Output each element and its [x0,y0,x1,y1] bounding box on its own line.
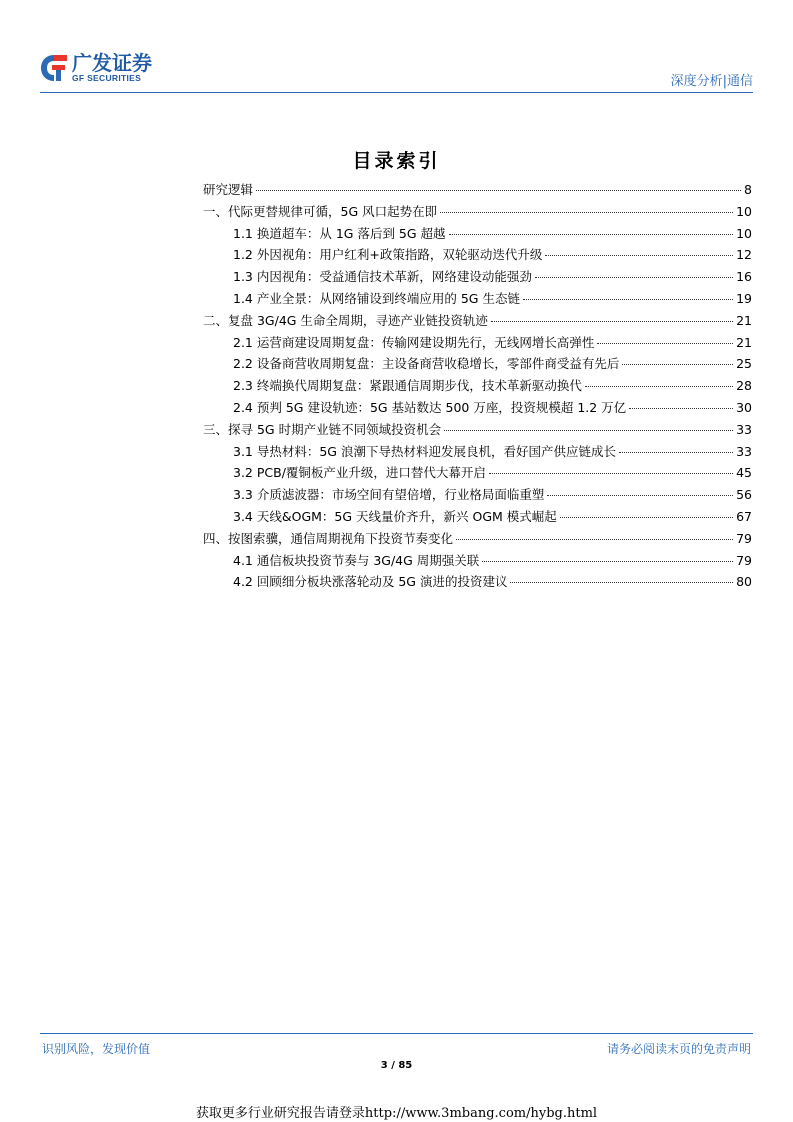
toc-entry[interactable] [203,202,752,224]
toc-entry[interactable] [203,354,752,376]
toc-entry[interactable] [203,180,752,202]
toc-entry-label: 2.1 运营商建设周期复盘：传输网建设期先行，无线网增长高弹性 [233,334,595,350]
toc-entry[interactable] [203,224,752,246]
toc-entry-label: 1.4 产业全景：从网络铺设到终端应用的 5G 生态链 [233,290,520,306]
toc-entry-page: 21 [736,334,752,350]
toc-entry[interactable] [203,420,752,442]
header-divider [40,92,753,93]
toc-entry[interactable] [203,463,752,485]
toc-leader-dots [523,299,733,300]
toc-entry[interactable] [203,507,752,529]
toc-entry[interactable] [203,398,752,420]
toc-entry-page: 28 [736,378,752,394]
toc-entry-label: 2.4 预判 5G 建设轨迹：5G 基站数达 500 万座，投资规模超 1.2 万亿 [233,399,627,415]
toc-entry[interactable] [203,245,752,267]
toc-entry-page: 80 [736,574,752,590]
toc-entry[interactable] [203,333,752,355]
logo-english-name: GF SECURITIES [72,73,142,83]
toc-entry-page: 33 [736,443,752,459]
toc-entry-page: 79 [736,552,752,568]
toc-entry-label: 三、探寻 5G 时期产业链不同领域投资机会 [203,421,442,437]
footer-disclaimer-note: 请务必阅读末页的免责声明 [606,1042,751,1056]
toc-entry-label: 2.3 终端换代周期复盘：紧跟通信周期步伐，技术革新驱动换代 [233,378,582,394]
toc-entry[interactable] [203,311,752,333]
toc-entry-label: 四、按图索骥，通信周期视角下投资节奏变化 [203,530,454,546]
footer-slogan: 识别风险，发现价值 [42,1042,151,1056]
toc-entry-page: 21 [736,312,752,328]
toc-entry-label: 研究逻辑 [203,182,254,197]
toc-leader-dots [510,582,733,583]
footer-divider [40,1033,753,1034]
toc-leader-dots [585,386,733,387]
toc-leader-dots [597,343,733,344]
toc-entry-page: 67 [736,508,752,524]
gf-logo [40,52,152,83]
download-note: 获取更多行业研究报告请登录http://www.3mbang.com/hybg.html [195,1106,598,1121]
toc-leader-dots [560,517,733,518]
toc-entry-label: 3.2 PCB/覆铜板产业升级，进口替代大幕开启 [233,465,486,481]
page-header [40,52,753,92]
gf-logo-icon [40,53,68,83]
toc-entry[interactable] [203,551,752,573]
toc-entry-page: 12 [736,247,752,263]
toc-entry[interactable] [203,289,752,311]
toc-entry-page: 8 [744,182,752,197]
toc-entry-label: 3.1 导热材料：5G 浪潮下导热材料迎发展良机，看好国产供应链成长 [233,443,616,459]
toc-entry-page: 33 [736,421,752,437]
toc-leader-dots [456,539,733,540]
toc-entry-label: 1.1 换道超车：从 1G 落后到 5G 超越 [233,225,446,241]
toc-entry-page: 25 [736,356,752,372]
toc-entry[interactable] [203,572,752,594]
toc-entry-label: 二、复盘 3G/4G 生命全周期，寻迹产业链投资轨迹 [203,312,488,328]
toc-entry[interactable] [203,529,752,551]
logo-chinese-name: 广发证券 [72,51,152,75]
toc-entry-page: 45 [736,465,752,481]
toc-entry[interactable] [203,267,752,289]
toc-leader-dots [489,473,733,474]
toc-entry-label: 2.2 设备商营收周期复盘：主设备商营收稳增长，零部件商受益有先后 [233,356,620,372]
toc-leader-dots [256,190,741,191]
toc-entry-label: 3.3 介质滤波器：市场空间有望倍增，行业格局面临重塑 [233,487,545,503]
toc-entry-label: 3.4 天线&OGM：5G 天线量价齐升，新兴 OGM 模式崛起 [233,508,557,524]
toc-leader-dots [440,212,733,213]
toc-leader-dots [545,255,733,256]
toc-leader-dots [444,430,733,431]
toc-leader-dots [482,561,733,562]
toc-entry-label: 1.3 内因视角：受益通信技术革新，网络建设动能强劲 [233,269,532,285]
toc-entry-page: 10 [736,203,752,219]
toc-entry-label: 4.1 通信板块投资节奏与 3G/4G 周期强关联 [233,552,480,568]
table-of-contents [203,180,752,594]
toc-entry[interactable] [203,485,752,507]
toc-leader-dots [619,452,733,453]
toc-entry-page: 30 [736,399,752,415]
toc-leader-dots [622,364,733,365]
toc-leader-dots [535,277,733,278]
toc-entry-label: 4.2 回顾细分板块涨落轮动及 5G 演进的投资建议 [233,574,508,590]
toc-entry-page: 79 [736,530,752,546]
toc-leader-dots [449,234,734,235]
toc-entry[interactable] [203,442,752,464]
toc-leader-dots [491,321,733,322]
report-category: 深度分析|通信 [670,74,753,89]
toc-entry-label: 1.2 外因视角：用户红利+政策指路，双轮驱动迭代升级 [233,247,543,263]
page-number: 3 / 85 [380,1060,413,1071]
toc-title: 目录索引 [352,150,441,172]
toc-entry-label: 一、代际更替规律可循，5G 风口起势在即 [203,203,438,219]
toc-entry-page: 56 [736,487,752,503]
toc-leader-dots [629,408,733,409]
toc-entry[interactable] [203,376,752,398]
toc-entry-page: 10 [736,225,752,241]
toc-leader-dots [547,495,733,496]
toc-entry-page: 16 [736,269,752,285]
toc-entry-page: 19 [736,290,752,306]
